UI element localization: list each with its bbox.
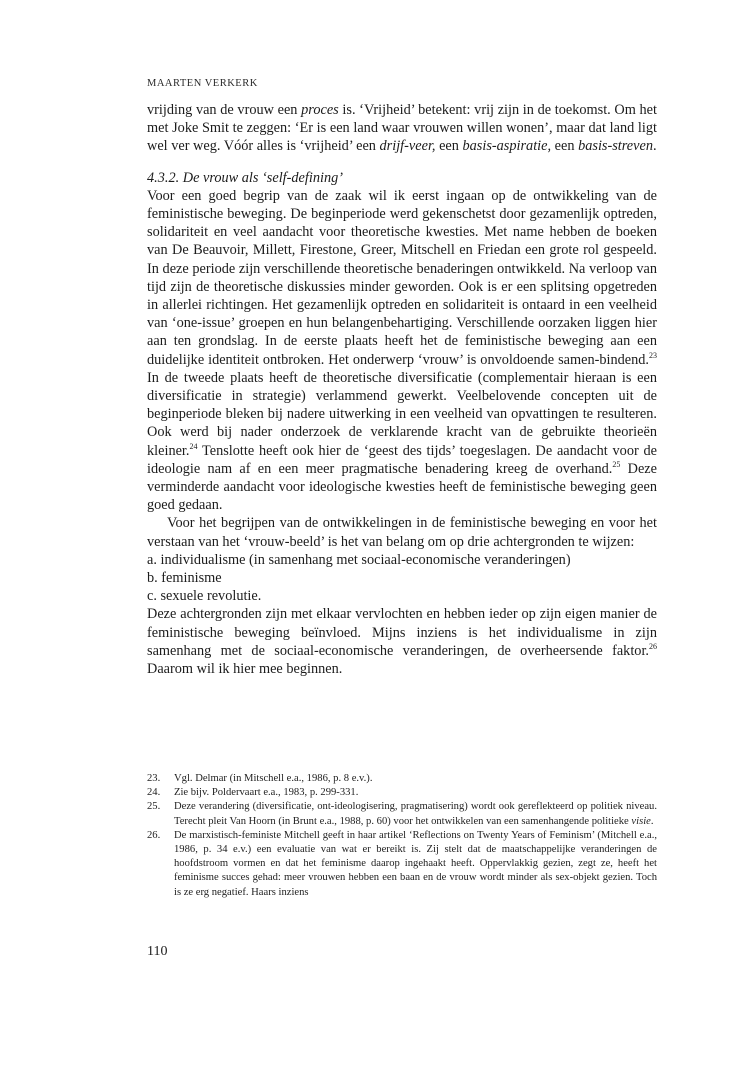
text-run: een (551, 138, 579, 155)
italic-run: proces (301, 102, 339, 118)
footnote-number: 24. (147, 787, 161, 799)
footnotes (147, 772, 657, 900)
section-heading: 4.3.2. De vrouw als ‘self-defining’ (147, 169, 344, 186)
italic-run: visie (631, 815, 651, 827)
main-text (147, 101, 657, 678)
paragraph-backgrounds: Voor het begrijpen van de ontwikkelingen in de feministische beweging en voor het verstaan van het ‘vrouw-beeld’ is het van belang om op drie achtergronden te wijzen: (147, 515, 657, 550)
italic-run: basis-aspiratie, (462, 138, 552, 155)
intro-paragraph (147, 101, 657, 156)
italic-run: basis-streven (578, 138, 653, 155)
page-number: 110 (147, 944, 168, 959)
footnote-ref-25[interactable]: 25 (612, 460, 621, 470)
paragraph-development (147, 187, 657, 515)
text-run: Deze achtergronden zijn met elkaar vervlochten en hebben ieder op zijn eigen manier de feministische beweging beïnvloed. Mijns inziens is het individualisme in zijn samenhang met de sociaal-economische veranderingen, de overheersende faktor. (147, 606, 657, 659)
footnote-number: 25. (147, 801, 161, 813)
footnote-ref-23[interactable]: 23 (649, 350, 657, 360)
footnote-ref-24[interactable]: 24 (189, 441, 198, 451)
footnote-number: 23. (147, 773, 161, 784)
footnote-text: Zie bijv. Poldervaart e.a., 1983, p. 299-331. (174, 787, 359, 799)
paragraph-conclusion (147, 605, 657, 678)
text-run: Deze verminderde aandacht voor ideologische kwesties heeft de feministische beweging geen goed gedaan. (147, 460, 657, 514)
footnote-text (174, 800, 657, 828)
footnote-ref-26[interactable]: 26 (649, 642, 657, 652)
text-run: . (653, 138, 657, 155)
text-run: een (435, 138, 463, 155)
running-head: MAARTEN VERKERK (147, 78, 258, 89)
footnote-text: De marxistisch-feministe Mitchell geeft in haar artikel ‘Reflections on Twenty Years of Feminism’ (Mitchell e.a., 1986, p. 34 e.v.) een evaluatie van wat er bereikt is. Zij stelt dat de maatschappelijke veranderingen de hoofdstroom vormen en dat het feminisme daarop ingehaakt heeft. Oppervlakkig gezien, zegt ze, heeft het feminisme succes gehad: meer vrouwen hebben een baan en de vrouw wordt minder als sex-objekt gezien. Toch is ze erg negatief. Haars inziens (174, 829, 657, 898)
text-run: Deze verandering (diversificatie, ont-ideologisering, pragmatisering) wordt ook gereflekteerd op politiek niveau. Terecht pleit Van Hoorn (in Brunt e.a., 1988, p. 60) voor het ontwikkelen van een samenhangende politieke (174, 801, 657, 827)
footnote-text: Vgl. Delmar (in Mitschell e.a., 1986, p. 8 e.v.). (174, 773, 373, 784)
footnote-24 (147, 786, 657, 800)
text-run: Voor een goed begrip van de zaak wil ik eerst ingaan op de ontwikkeling van de feministische beweging. De beginperiode werd gekenschetst door gezamenlijk optreden, solidariteit en veel aandacht voor theoretische kwesties. Met name hebben de boeken van De Beauvoir, Millett, Firestone, Greer, Mitschell en Friedan een grote rol gespeeld. In deze periode zijn verschillende theoretische benaderingen ontwikkeld. Na verloop van tijd zijn de theoretische diskussies minder geworden. Ook is er een splitsing opgetreden in allerlei richtingen. Het gezamenlijk optreden en solidariteit is ontaard in een veelheid van ‘one-issue’ groepen en hun belangenbehartiging. Verschillende oorzaken liggen hier aan ten grondslag. In de eerste plaats heeft het de feministische beweging aan een duidelijke identiteit ontbroken. Het onderwerp ‘vrouw’ is onvoldoende samen-bindend. (147, 187, 657, 368)
italic-run: drijf-veer, (379, 138, 436, 155)
text-run: In de tweede plaats heeft de theoretische diversificatie (complementair hieraan is een diversificatie in strategie) verlammend gewerkt. Veelbelovende concepten uit de beginperiode bleken bij nadere uitwerking in een veelheid van opvattingen te resulteren. Ook werd bij nader onderzoek de verklarende kracht van de gebruikte theorieën kleiner. (147, 369, 657, 459)
backgrounds-list (147, 551, 657, 606)
footnote-26 (147, 829, 657, 900)
list-item: a. individualisme (in samenhang met sociaal-economische veranderingen) (147, 551, 571, 568)
list-item: c. sexuele revolutie. (147, 588, 262, 605)
footnote-23 (147, 772, 657, 786)
list-item: b. feminisme (147, 570, 222, 587)
text-run: . (650, 815, 654, 827)
footnote-number: 26. (147, 829, 161, 841)
text-run: Tenslotte heeft ook hier de ‘geest des tijds’ toegeslagen. De aandacht voor de ideologie nam af en een meer pragmatische benadering kreeg de overhand. (147, 442, 657, 477)
text-run: Daarom wil ik hier mee beginnen. (147, 661, 343, 678)
footnote-25 (147, 800, 657, 828)
text-run: vrijding van de vrouw een (147, 102, 302, 118)
text-run: is. ‘Vrijheid’ betekent: vrij zijn in de toekomst. Om het met Joke Smit te zeggen: ‘Er is een land waar vrouwen willen wonen’, maar dat land ligt wel ver weg. Vóór alles is ‘vrijheid’ een (147, 102, 658, 155)
